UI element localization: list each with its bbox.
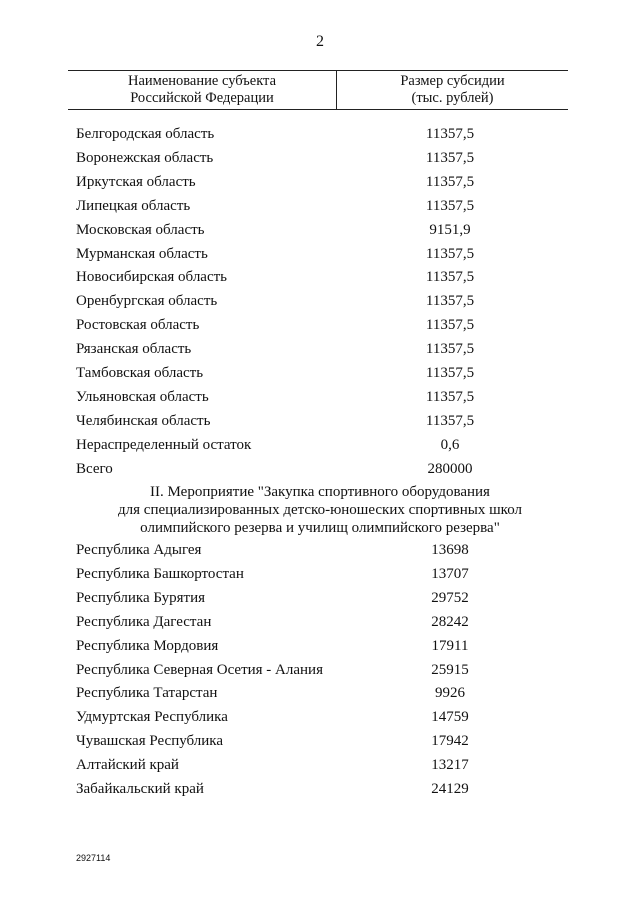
header-col2-line1: Размер субсидии — [400, 73, 505, 89]
row-subject-name: Челябинская область — [76, 412, 211, 429]
row-subsidy-value: 9926 — [435, 685, 465, 702]
row-subject-name: Забайкальский край — [76, 781, 204, 797]
table-row — [76, 338, 526, 360]
row-subject-name: Ульяновская область — [76, 388, 209, 405]
row-subsidy-value: 11357,5 — [425, 412, 475, 429]
section2-title — [60, 483, 580, 537]
row-subject-name: Оренбургская область — [76, 293, 218, 310]
row-subject-name: Ростовская область — [76, 317, 200, 334]
row-subject-name: Нераспределенный остаток — [76, 436, 252, 453]
row-subsidy-value: 29752 — [431, 589, 469, 606]
row-subsidy-value: 17942 — [431, 733, 469, 750]
row-subject-name: Республика Северная Осетия - Алания — [76, 661, 323, 678]
row-subject-name: Республика Татарстан — [76, 685, 218, 702]
table-row — [76, 611, 526, 633]
header-subject-name — [68, 73, 336, 107]
table-row — [76, 171, 526, 193]
row-subsidy-value: 25915 — [431, 661, 469, 678]
table-row — [76, 539, 526, 561]
row-subsidy-value: 11357,5 — [425, 317, 475, 334]
page-number: 2 — [316, 33, 324, 50]
row-subject-name: Воронежская область — [76, 149, 214, 166]
row-subsidy-value: 11357,5 — [425, 197, 475, 214]
header-subsidy-amount — [337, 73, 568, 107]
row-subject-name: Всего — [76, 460, 113, 477]
row-subject-name: Рязанская область — [76, 341, 192, 358]
table-row — [76, 386, 526, 408]
row-subsidy-value: 11357,5 — [425, 269, 475, 286]
row-subject-name: Алтайский край — [76, 757, 179, 774]
row-subject-name: Республика Дагестан — [76, 613, 212, 630]
section2-title-line1: II. Мероприятие "Закупка спортивного оборудования — [150, 484, 490, 500]
table-row — [76, 587, 526, 609]
row-subsidy-value: 0,6 — [440, 436, 460, 453]
row-subject-name: Московская область — [76, 221, 205, 238]
table-header — [68, 70, 568, 110]
row-subsidy-value: 13698 — [431, 542, 469, 558]
row-subject-name: Новосибирская область — [76, 269, 228, 286]
table-row — [76, 219, 526, 241]
table-row — [76, 635, 526, 657]
header-col1-line2: Российской Федерации — [130, 90, 274, 106]
table-row — [76, 314, 526, 336]
table-row — [76, 682, 526, 704]
section2-title-line3: олимпийского резерва и училищ олимпийского резерва" — [140, 520, 500, 536]
row-subsidy-value: 9151,9 — [429, 221, 471, 238]
row-subject-name: Белгородская область — [76, 126, 215, 142]
table-row — [76, 243, 526, 265]
row-subsidy-value: 14759 — [431, 709, 469, 726]
row-subsidy-value: 13707 — [431, 565, 469, 582]
row-subject-name: Липецкая область — [76, 197, 191, 214]
row-subsidy-value: 11357,5 — [425, 341, 475, 358]
table-row — [76, 730, 526, 752]
table-row — [76, 563, 526, 585]
row-subject-name: Республика Адыгея — [76, 542, 202, 558]
row-subsidy-value: 11357,5 — [425, 126, 475, 142]
row-subject-name: Республика Бурятия — [76, 589, 206, 606]
table-row — [76, 290, 526, 312]
row-subsidy-value: 11357,5 — [425, 149, 475, 166]
row-subject-name: Мурманская область — [76, 245, 208, 262]
table-row — [76, 362, 526, 384]
section2-title-line2: для специализированных детско-юношеских спортивных школ — [118, 502, 522, 518]
table-row — [76, 754, 526, 776]
row-subsidy-value: 11357,5 — [425, 365, 475, 381]
row-subsidy-value: 24129 — [431, 781, 469, 797]
table-row — [76, 410, 526, 432]
header-col2-line2: (тыс. рублей) — [411, 90, 494, 106]
table-row — [76, 147, 526, 169]
table-row — [76, 195, 526, 217]
row-subsidy-value: 11357,5 — [425, 388, 475, 405]
table-row — [76, 659, 526, 681]
table-row — [76, 266, 526, 288]
row-subject-name: Тамбовская область — [76, 365, 204, 381]
row-subject-name: Республика Мордовия — [76, 637, 219, 654]
row-subsidy-value: 28242 — [431, 613, 469, 630]
row-subject-name: Иркутская область — [76, 173, 196, 190]
row-subject-name: Чувашская Республика — [76, 733, 224, 750]
table-row — [76, 458, 526, 480]
row-subsidy-value: 280000 — [427, 460, 473, 477]
row-subsidy-value: 11357,5 — [425, 245, 475, 262]
table-row — [76, 434, 526, 456]
header-col1-line1: Наименование субъекта — [127, 73, 277, 89]
row-subsidy-value: 17911 — [431, 637, 469, 654]
row-subject-name: Удмуртская Республика — [76, 709, 228, 726]
row-subject-name: Республика Башкортостан — [76, 565, 244, 582]
row-subsidy-value: 13217 — [431, 757, 469, 774]
row-subsidy-value: 11357,5 — [425, 173, 475, 190]
table-row — [76, 706, 526, 728]
table-row — [76, 123, 526, 145]
row-subsidy-value: 11357,5 — [425, 293, 475, 310]
document-code: 2927114 — [76, 853, 111, 863]
table-row — [76, 778, 526, 800]
